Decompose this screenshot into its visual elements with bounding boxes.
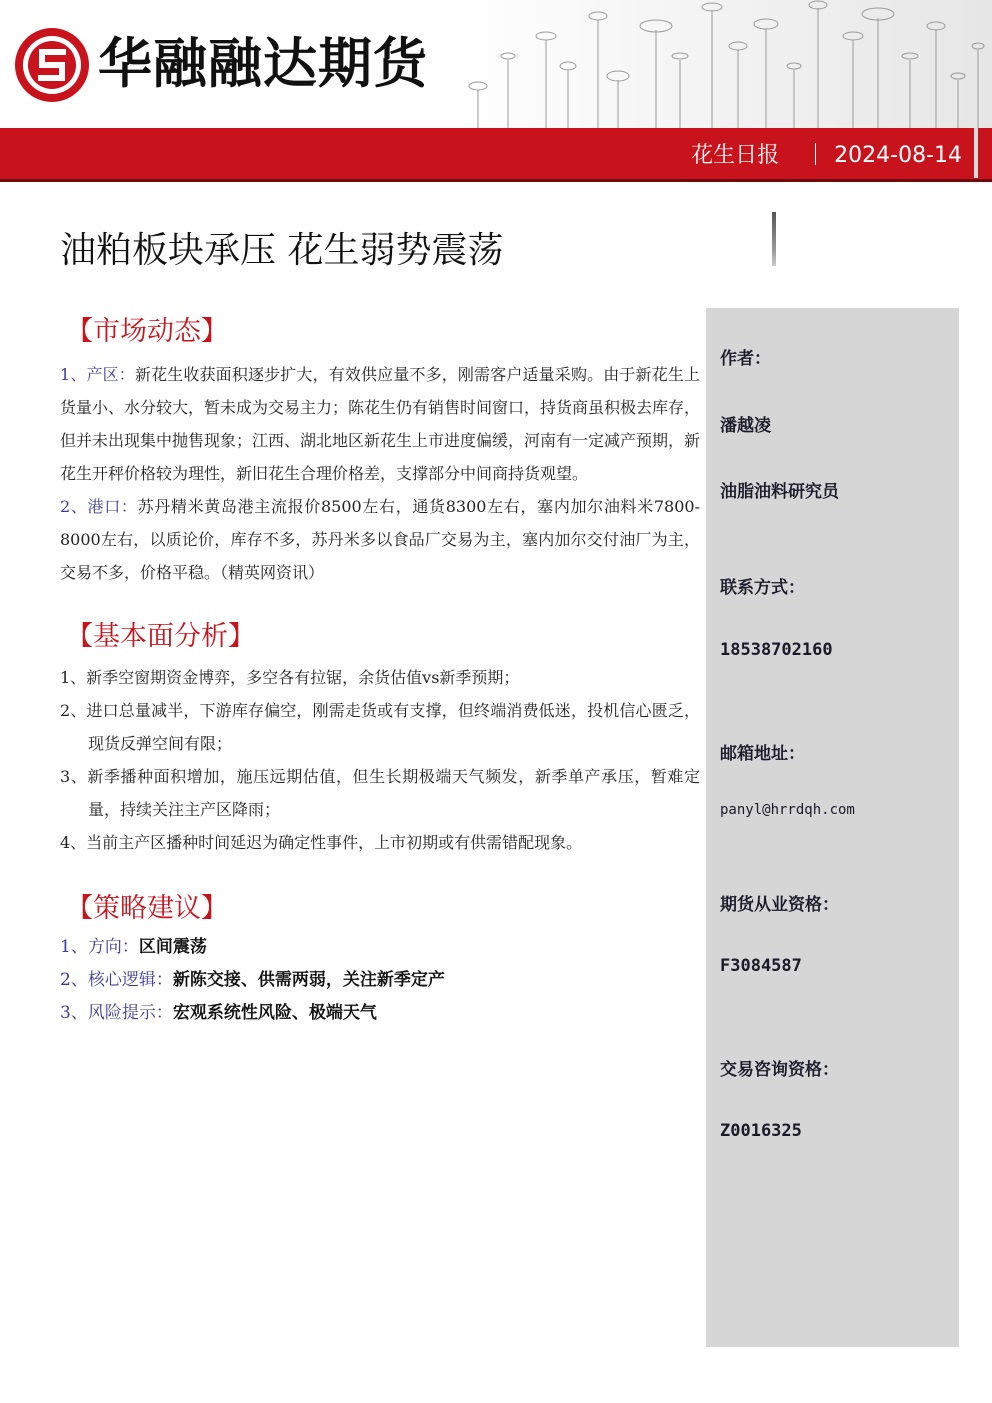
report-date: 2024-08-14 xyxy=(834,143,962,168)
band-divider xyxy=(815,143,816,165)
author-label: 作者： xyxy=(720,349,771,369)
market-label-1: 1、产区： xyxy=(60,365,135,384)
title-divider xyxy=(772,212,776,266)
section-title-market: 【市场动态】 xyxy=(66,316,228,347)
contact-label: 联系方式： xyxy=(720,578,805,598)
page-title: 油粕板块承压 花生弱势震荡 xyxy=(60,230,504,271)
band-end-mark xyxy=(974,128,978,178)
section-title-strategy: 【策略建议】 xyxy=(66,893,228,924)
list-item: 2、进口总量减半，下游库存偏空，刚需走货或有支撑，但终端消费低迷，投机信心匮乏，现货反弹空间有限； xyxy=(60,701,700,753)
company-logo-icon xyxy=(12,25,92,105)
futures-qualification-label: 期货从业资格： xyxy=(720,895,839,915)
list-item xyxy=(60,997,700,1030)
list-item xyxy=(60,964,700,997)
author-name: 潘越凌 xyxy=(720,416,771,436)
fundamentals-list xyxy=(60,661,700,859)
advisory-qualification-id: Z0016325 xyxy=(720,1121,802,1141)
strategy-value: 区间震荡 xyxy=(138,937,207,957)
market-text-2: 苏丹精米黄岛港主流报价8500左右，通货8300左右，塞内加尔油料米7800-8000左右，以质论价，库存不多，苏丹米多以食品厂交易为主，塞内加尔交付油厂为主，交易不多，价格平稳。（精英网资讯） xyxy=(60,497,700,582)
report-meta xyxy=(691,138,962,169)
strategy-list xyxy=(60,931,700,1030)
author-title: 油脂油料研究员 xyxy=(720,482,839,502)
market-label-2: 2、港口： xyxy=(60,497,138,516)
advisory-qualification-label: 交易咨询资格： xyxy=(720,1060,839,1080)
header-band xyxy=(0,128,992,182)
strategy-label: 3、风险提示： xyxy=(60,1003,173,1023)
strategy-value: 新陈交接、供需两弱，关注新季定产 xyxy=(172,970,445,990)
list-item: 3、新季播种面积增加，施压远期估值，但生长期极端天气频发，新季单产承压，暂难定量，持续关注主产区降雨； xyxy=(60,767,700,819)
section-title-fundamentals: 【基本面分析】 xyxy=(66,621,255,652)
email-address[interactable]: panyl@hrrdqh.com xyxy=(720,802,855,818)
list-item: 1、新季空窗期资金博弈，多空各有拉锯，余货估值vs新季预期； xyxy=(60,668,520,687)
list-item: 4、当前主产区播种时间延迟为确定性事件，上市初期或有供需错配现象。 xyxy=(60,833,583,852)
market-paragraph-2 xyxy=(60,490,700,589)
strategy-value: 宏观系统性风险、极端天气 xyxy=(172,1003,377,1023)
report-type: 花生日报 xyxy=(691,143,780,168)
futures-qualification-id: F3084587 xyxy=(720,956,802,976)
email-label: 邮箱地址： xyxy=(720,744,805,764)
phone-number: 18538702160 xyxy=(720,640,833,660)
header-decoration xyxy=(458,0,992,128)
market-paragraph-1 xyxy=(60,358,700,490)
market-text-1: 新花生收获面积逐步扩大，有效供应量不多，刚需客户适量采购。由于新花生上货量小、水分较大，暂未成为交易主力；陈花生仍有销售时间窗口，持货商虽积极去库存，但并未出现集中抛售现象；江西、湖北地区新花生上市进度偏缓，河南有一定减产预期，新花生开秤价格较为理性，新旧花生合理价格差，支撑部分中间商持货观望。 xyxy=(60,365,701,483)
strategy-label: 2、核心逻辑： xyxy=(60,970,173,990)
author-sidebar xyxy=(706,308,959,1347)
strategy-label: 1、方向： xyxy=(60,937,139,957)
main-content xyxy=(60,312,700,1030)
brand-name: 华融融达期货 xyxy=(98,32,428,95)
list-item xyxy=(60,931,700,964)
